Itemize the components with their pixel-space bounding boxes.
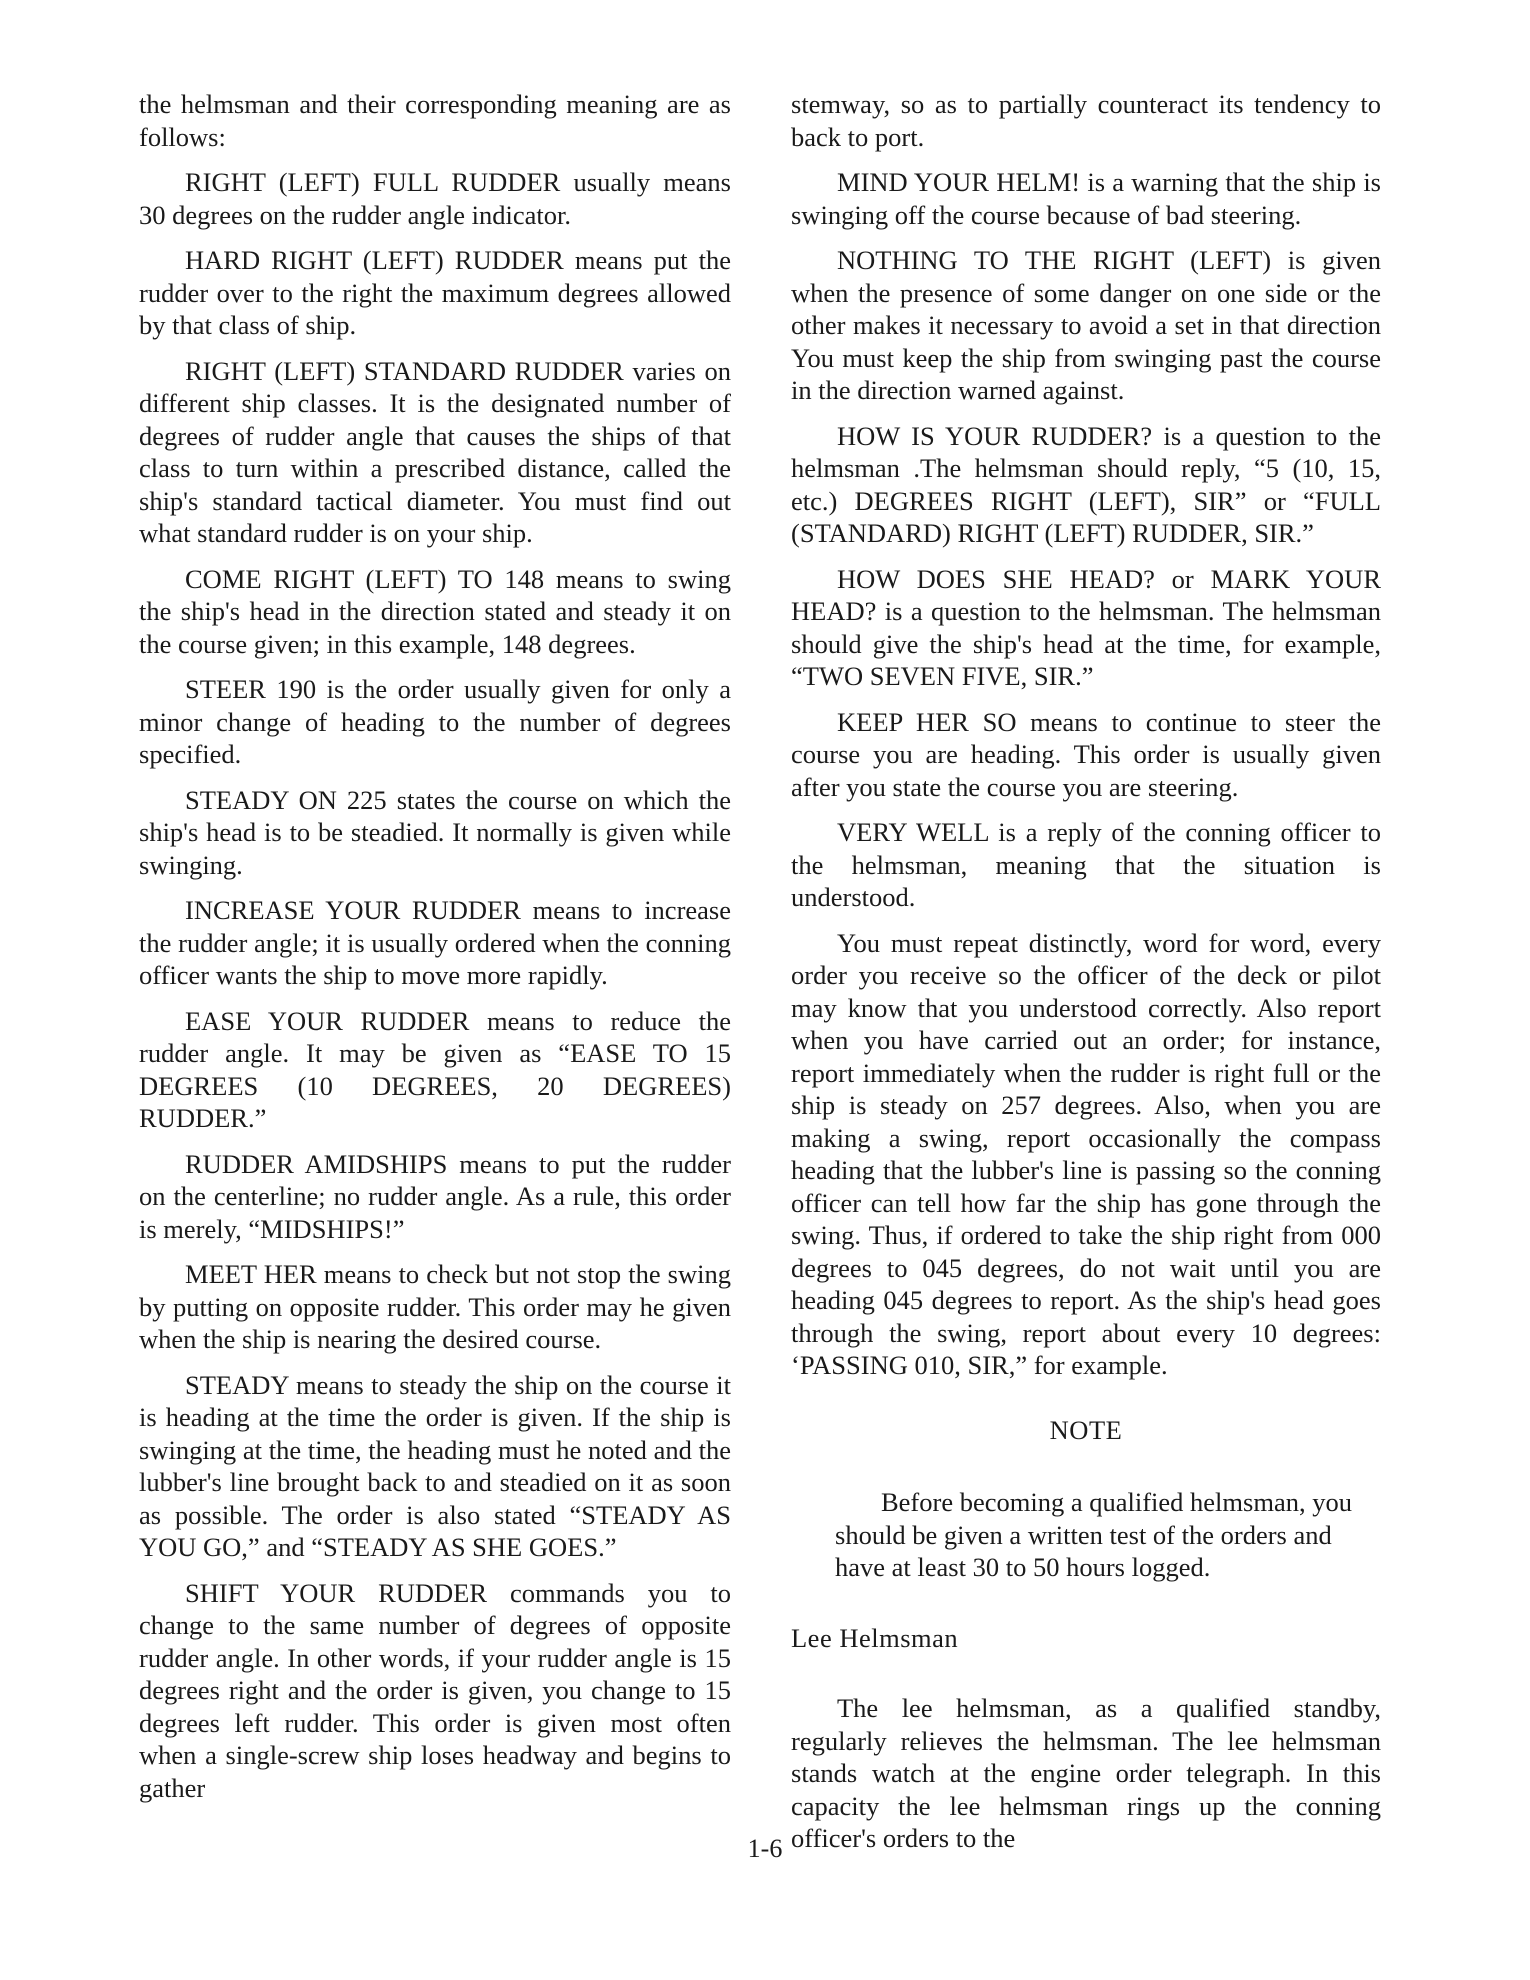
paragraph: RIGHT (LEFT) FULL RUDDER usually means 30 degrees on the rudder angle indicator. bbox=[139, 167, 731, 230]
paragraph: INCREASE YOUR RUDDER means to increase the rudder angle; it is usually ordered when the conning officer wants the ship to move more rapidly. bbox=[139, 895, 731, 990]
paragraph: EASE YOUR RUDDER means to reduce the rudder angle. It may be given as “EASE TO 15 DEGREES (10 DEGREES, 20 DEGREES) RUDDER.” bbox=[139, 1005, 731, 1133]
page-number: 1-6 bbox=[747, 1834, 783, 1863]
paragraph: KEEP HER SO means to continue to steer the course you are heading. This order is usually given after you state the course you are steering. bbox=[791, 706, 1381, 802]
paragraph: MIND YOUR HELM! is a warning that the ship is swinging off the course because of bad steering. bbox=[791, 167, 1381, 230]
paragraph: The lee helmsman, as a qualified standby, regularly relieves the helmsman. The lee helmsman stands watch at the engine order telegraph. In this capacity the lee helmsman rings up the conning officer's orders to the bbox=[791, 1693, 1381, 1853]
paragraph: You must repeat distinctly, word for word, every order you receive so the officer of the deck or pilot may know that you understood correctly. Also report when you have carried out an order; for instance, report immediately when the rudder is right full or the ship is steady on 257 degrees. Also, when you are making a swing, report occasionally the compass heading that the lubber's line is passing so the conning officer can tell how far the ship has gone through the swing. Thus, if ordered to take the ship right from 000 degrees to 045 degrees, do not wait until you are heading 045 degrees to report. As the ship's head goes through the swing, report about every 10 degrees: ‘PASSING 010, SIR,” for example. bbox=[791, 927, 1381, 1380]
paragraph: HOW DOES SHE HEAD? or MARK YOUR HEAD? is a question to the helmsman. The helmsman should give the ship's head at the time, for example, “TWO SEVEN FIVE, SIR.” bbox=[791, 563, 1381, 691]
note-body: Before becoming a qualified helmsman, you should be given a written test of the orders and have at least 30 to 50 hours logged. bbox=[835, 1487, 1352, 1582]
section-subheading: Lee Helmsman bbox=[791, 1622, 959, 1653]
paragraph: VERY WELL is a reply of the conning officer to the helmsman, meaning that the situation is understood. bbox=[791, 817, 1381, 912]
paragraph: COME RIGHT (LEFT) TO 148 means to swing the ship's head in the direction stated and steady it on the course given; in this example, 148 degrees. bbox=[139, 563, 731, 659]
paragraph: STEADY ON 225 states the course on which the ship's head is to be steadied. It normally is given while swinging. bbox=[139, 784, 731, 880]
right-column bbox=[791, 88, 1381, 1855]
paragraph: RUDDER AMIDSHIPS means to put the rudder on the centerline; no rudder angle. As a rule, this order is merely, “MIDSHIPS!” bbox=[139, 1148, 731, 1244]
note-heading: NOTE bbox=[1049, 1414, 1123, 1445]
paragraph: STEADY means to steady the ship on the course it is heading at the time the order is given. If the ship is swinging at the time, the heading must he noted and the lubber's line brought back to and steadied on it as soon as possible. The order is also stated “STEADY AS YOU GO,” and “STEADY AS SHE GOES.” bbox=[139, 1369, 731, 1562]
paragraph: the helmsman and their corresponding meaning are as follows: bbox=[139, 89, 731, 152]
paragraph: SHIFT YOUR RUDDER commands you to change to the same number of degrees of opposite rudder angle. In other words, if your rudder angle is 15 degrees right and the order is given, you change to 15 degrees left rudder. This order is given most often when a single-screw ship loses headway and begins to gather bbox=[139, 1577, 731, 1803]
paragraph: HARD RIGHT (LEFT) RUDDER means put the rudder over to the right the maximum degrees allowed by that class of ship. bbox=[139, 245, 731, 340]
paragraph: stemway, so as to partially counteract its tendency to back to port. bbox=[791, 89, 1381, 152]
paragraph: STEER 190 is the order usually given for only a minor change of heading to the number of degrees specified. bbox=[139, 674, 731, 769]
paragraph: NOTHING TO THE RIGHT (LEFT) is given when the presence of some danger on one side or the other makes it necessary to avoid a set in that direction You must keep the ship from swinging past the course in the direction warned against. bbox=[791, 245, 1381, 405]
left-column bbox=[139, 88, 731, 1804]
paragraph: HOW IS YOUR RUDDER? is a question to the helmsman .The helmsman should reply, “5 (10, 15, etc.) DEGREES RIGHT (LEFT), SIR” or “FULL (STANDARD) RIGHT (LEFT) RUDDER, SIR.” bbox=[791, 420, 1381, 548]
paragraph: MEET HER means to check but not stop the swing by putting on opposite rudder. This order may he given when the ship is nearing the desired course. bbox=[139, 1259, 731, 1354]
paragraph: RIGHT (LEFT) STANDARD RUDDER varies on different ship classes. It is the designated number of degrees of rudder angle that causes the ships of that class to turn within a prescribed distance, called the ship's standard tactical diameter. You must find out what standard rudder is on your ship. bbox=[139, 355, 731, 548]
